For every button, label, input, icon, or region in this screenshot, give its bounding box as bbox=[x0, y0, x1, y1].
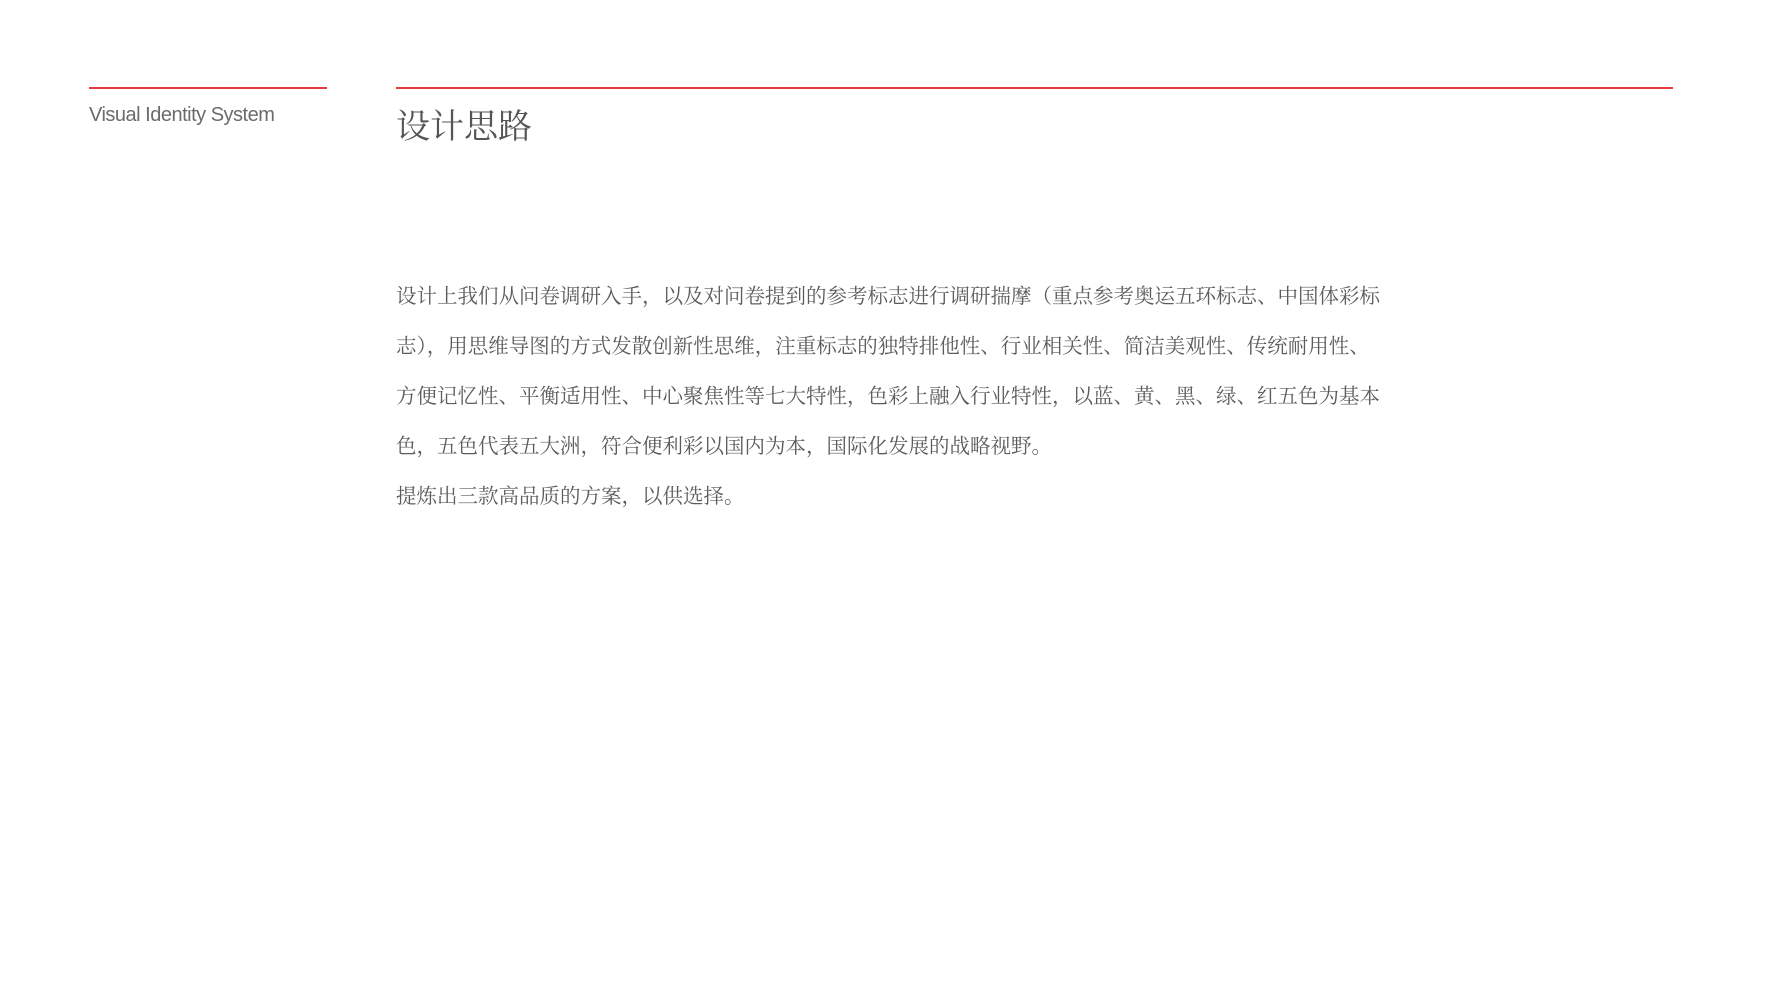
page-title: 设计思路 bbox=[396, 107, 532, 147]
proposal-summary-paragraph: 提炼出三款高品质的方案，以供选择。 bbox=[396, 484, 745, 508]
title-accent-rule bbox=[396, 87, 1673, 89]
left-accent-rule bbox=[89, 87, 327, 89]
design-concept-paragraph: 设计上我们从问卷调研入手，以及对问卷提到的参考标志进行调研揣摩（重点参考奥运五环标志、中国体彩标志），用思维导图的方式发散创新性思维，注重标志的独特排他性、行业相关性、简洁美观性、传统耐用性、方便记忆性、平衡适用性、中心聚焦性等七大特性，色彩上融入行业特性，以蓝、黄、黑、绿、红五色为基本色，五色代表五大洲，符合便利彩以国内为本，国际化发展的战略视野。 bbox=[396, 284, 1380, 458]
visual-identity-system-label: Visual Identity System bbox=[89, 104, 275, 126]
design-concept-text bbox=[396, 271, 1381, 521]
